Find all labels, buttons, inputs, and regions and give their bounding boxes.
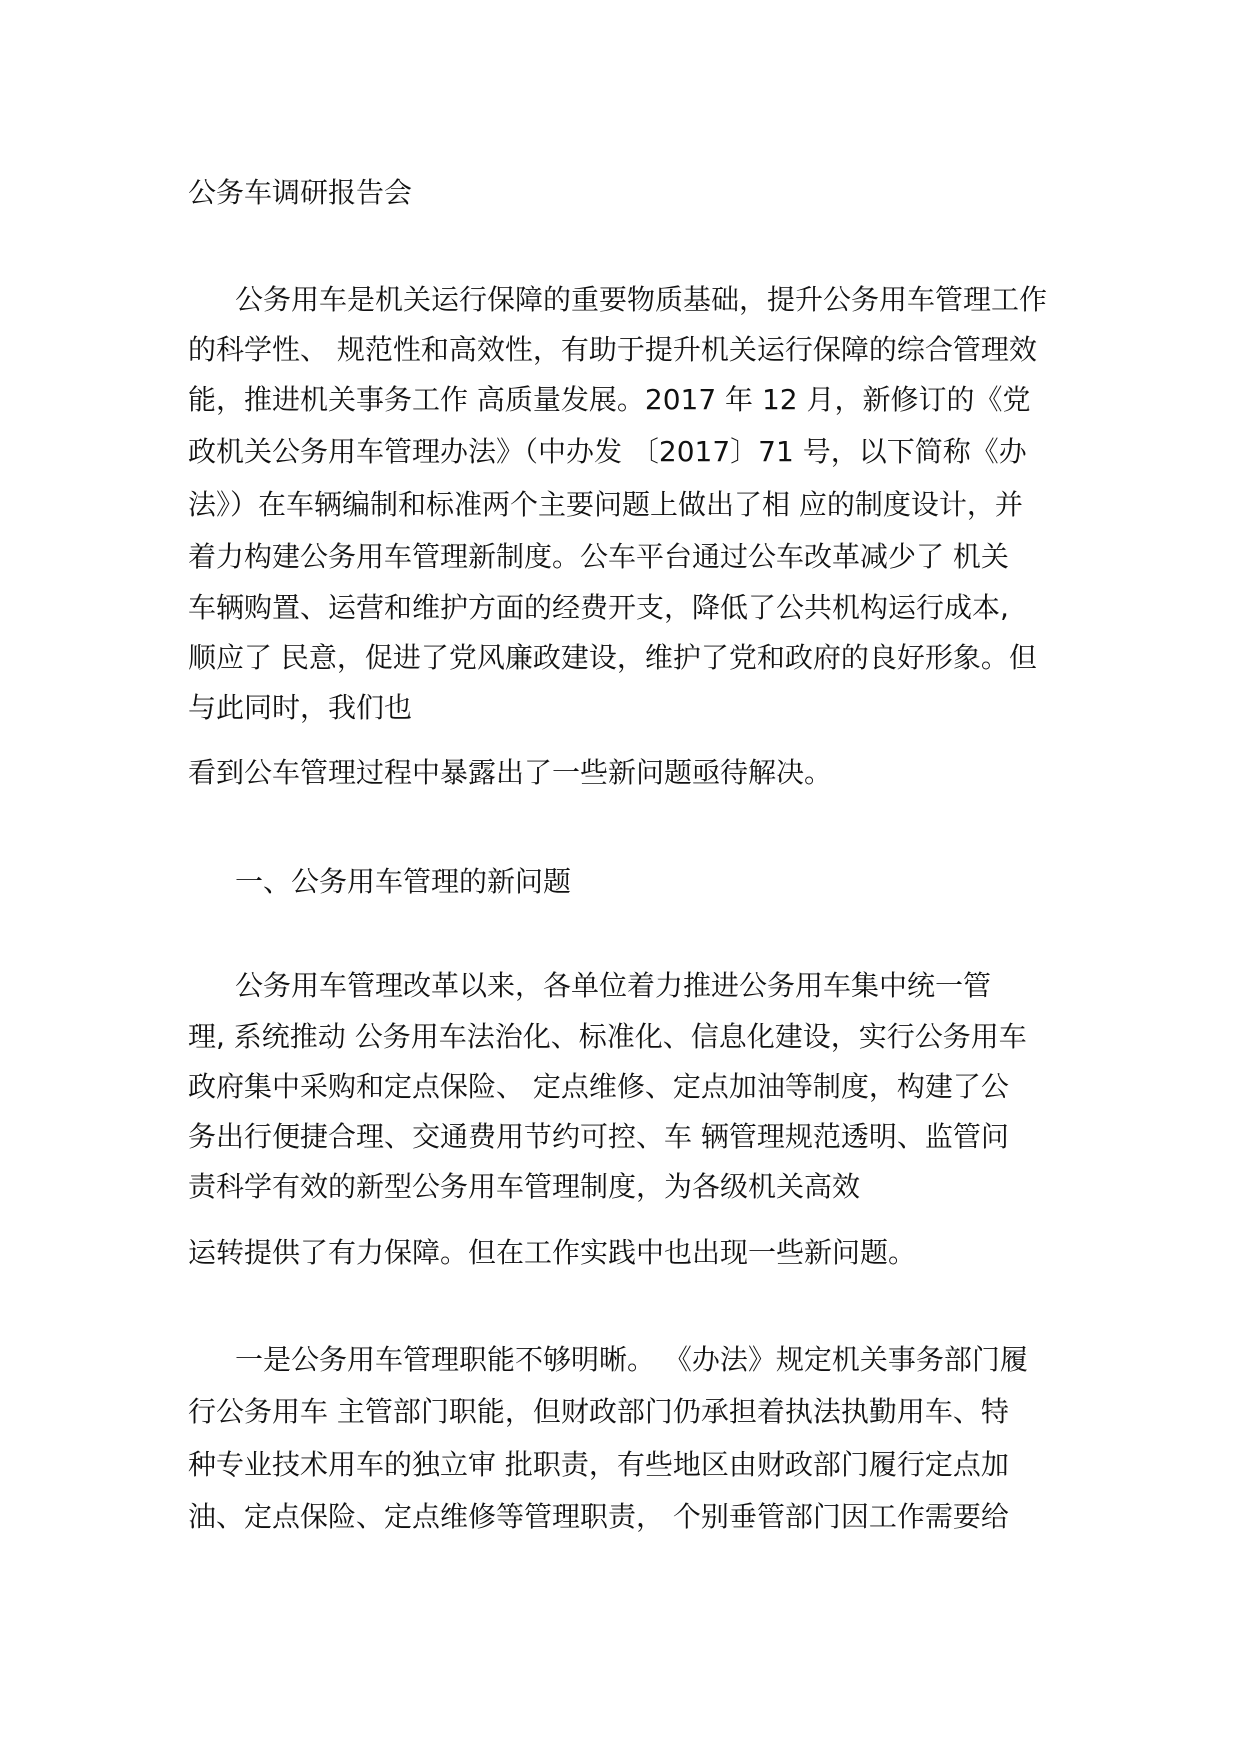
paragraph-line: 着力构建公务用车管理新制度。公车平台通过公车改革减少了 机关 (188, 540, 1009, 573)
paragraph-line: 法》）在车辆编制和标准两个主要问题上做出了相 应的制度设计，并 (188, 488, 1023, 521)
paragraph-line: 政机关公务用车管理办法》（中办发 〔2017〕71 号，以下简称《办 (188, 435, 1027, 468)
paragraph-line: 务出行便捷合理、交通费用节约可控、车 辆管理规范透明、监管问 (188, 1120, 1009, 1153)
paragraph-line: 公务用车是机关运行保障的重要物质基础，提升公务用车管理工作 (235, 283, 1048, 316)
paragraph-line: 种专业技术用车的独立审 批职责，有些地区由财政部门履行定点加 (188, 1448, 1009, 1481)
paragraph-line: 责科学有效的新型公务用车管理制度，为各级机关高效 (188, 1170, 861, 1203)
paragraph-line: 能，推进机关事务工作 高质量发展。2017 年 12 月，新修订的《党 (188, 383, 1031, 416)
paragraph-line: 运转提供了有力保障。但在工作实践中也出现一些新问题。 (188, 1236, 917, 1269)
document-title: 公务车调研报告会 (188, 176, 413, 209)
paragraph-line: 理, 系统推动 公务用车法治化、标准化、信息化建设，实行公务用车 (188, 1020, 1027, 1053)
paragraph-line: 与此同时，我们也 (188, 691, 413, 724)
paragraph-line: 公务用车管理改革以来，各单位着力推进公务用车集中统一管 (235, 969, 992, 1002)
paragraph-line: 油、定点保险、定点维修等管理职责， 个别垂管部门因工作需要给 (188, 1500, 1009, 1533)
paragraph-line: 车辆购置、运营和维护方面的经费开支，降低了公共机构运行成本, (188, 591, 1009, 624)
paragraph-line: 顺应了 民意，促进了党风廉政建设，维护了党和政府的良好形象。但 (188, 641, 1037, 674)
section-heading: 一、公务用车管理的新问题 (235, 865, 572, 898)
paragraph-line: 的科学性、 规范性和高效性，有助于提升机关运行保障的综合管理效 (188, 333, 1037, 366)
paragraph-line: 一是公务用车管理职能不够明晰。 《办法》规定机关事务部门履 (235, 1343, 1028, 1376)
paragraph-line: 行公务用车 主管部门职能，但财政部门仍承担着执法执勤用车、特 (188, 1395, 1009, 1428)
paragraph-line: 看到公车管理过程中暴露出了一些新问题亟待解决。 (188, 756, 833, 789)
paragraph-line: 政府集中采购和定点保险、 定点维修、定点加油等制度，构建了公 (188, 1070, 1009, 1103)
